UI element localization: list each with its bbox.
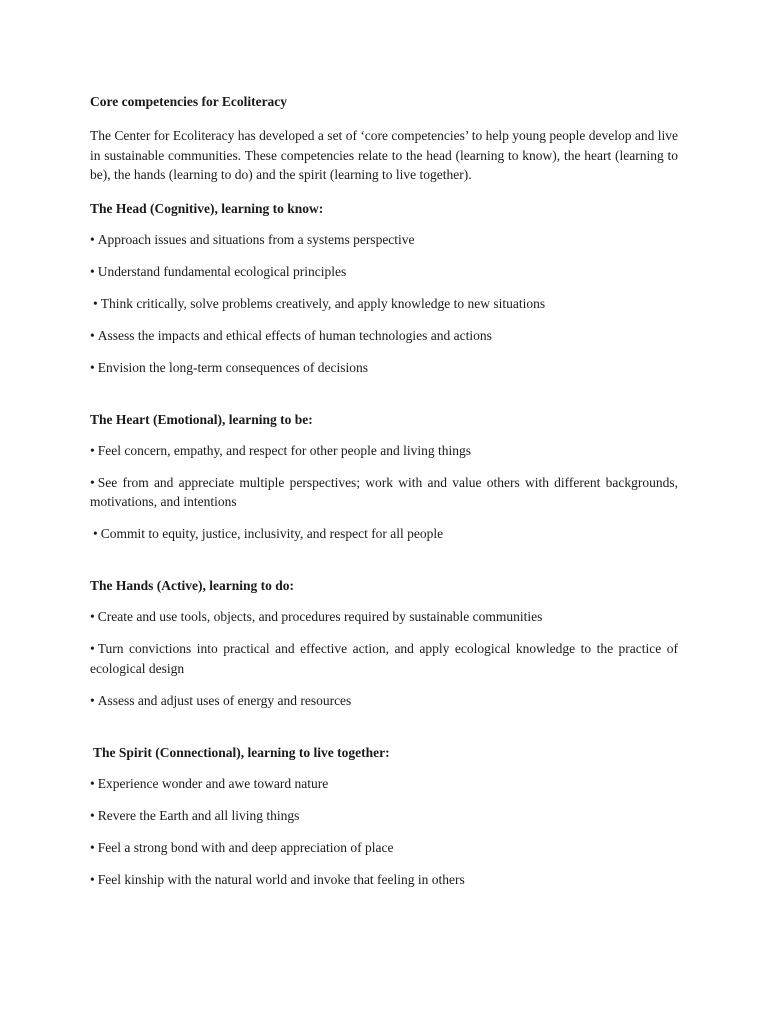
list-item [90, 524, 678, 544]
list-item-text: Approach issues and situations from a systems perspective [97, 231, 415, 247]
list-item [90, 639, 678, 678]
list-item [90, 326, 678, 346]
bullet-icon: • [90, 327, 95, 343]
list-item-text: Think critically, solve problems creatively, and apply knowledge to new situations [100, 295, 546, 311]
section-heading: The Heart (Emotional), learning to be: [90, 411, 313, 427]
document-page [90, 92, 678, 902]
bullet-icon: • [93, 295, 98, 311]
list-item-text: Feel kinship with the natural world and invoke that feeling in others [97, 871, 465, 887]
list-item [90, 473, 678, 512]
list-item [90, 838, 678, 858]
bullet-icon: • [90, 609, 95, 624]
list-item-text: Assess the impacts and ethical effects of human technologies and actions [97, 327, 492, 343]
bullet-icon: • [90, 775, 95, 791]
list-item-text: Create and use tools, objects, and procedures required by sustainable communities [97, 609, 543, 624]
list-item [90, 441, 678, 461]
list-item-text: Revere the Earth and all living things [97, 807, 300, 823]
list-item [90, 691, 678, 711]
list-item [90, 607, 678, 627]
section-heart [90, 410, 678, 544]
bullet-icon: • [93, 526, 98, 541]
section-spacer [90, 390, 678, 410]
list-item-text: Envision the long-term consequences of decisions [97, 359, 369, 375]
section-spirit [90, 743, 678, 890]
section-hands [90, 576, 678, 710]
bullet-icon: • [90, 692, 95, 708]
bullet-icon: • [90, 231, 95, 247]
list-item-text: Assess and adjust uses of energy and resources [97, 692, 352, 708]
bullet-icon: • [90, 474, 95, 490]
list-item-text: Feel concern, empathy, and respect for other people and living things [97, 442, 471, 458]
bullet-icon: • [90, 641, 95, 656]
section-head [90, 199, 678, 378]
section-heading: The Spirit (Connectional), learning to live together: [93, 744, 390, 760]
list-item-text: See from and appreciate multiple perspectives; work with and value others with different backgrounds, motivations, and intentions [90, 474, 678, 509]
list-item-text: Commit to equity, justice, inclusivity, and respect for all people [100, 526, 444, 541]
list-item-text: Understand fundamental ecological principles [97, 263, 347, 279]
section-spacer [90, 723, 678, 743]
list-item-text: Feel a strong bond with and deep appreciation of place [97, 839, 394, 855]
bullet-icon: • [90, 263, 95, 279]
bullet-icon: • [90, 442, 95, 458]
bullet-icon: • [90, 839, 95, 855]
list-item [90, 230, 678, 250]
section-heading: The Hands (Active), learning to do: [90, 578, 294, 593]
bullet-icon: • [90, 807, 95, 823]
intro-paragraph: The Center for Ecoliteracy has developed a set of ‘core competencies’ to help young people develop and live in sustainable communities. These competencies relate to the head (learning to know), the heart (learning to be), the hands (learning to do) and the spirit (learning to live together). [90, 128, 678, 182]
list-item [90, 262, 678, 282]
list-item [90, 870, 678, 890]
list-item [90, 358, 678, 378]
list-item [90, 294, 678, 314]
section-heading: The Head (Cognitive), learning to know: [90, 200, 324, 216]
bullet-icon: • [90, 871, 95, 887]
bullet-icon: • [90, 359, 95, 375]
section-spacer [90, 556, 678, 576]
list-item [90, 806, 678, 826]
list-item [90, 774, 678, 794]
list-item-text: Turn convictions into practical and effective action, and apply ecological knowledge to the practice of ecological design [90, 641, 678, 676]
list-item-text: Experience wonder and awe toward nature [97, 775, 329, 791]
document-title: Core competencies for Ecoliteracy [90, 94, 288, 109]
